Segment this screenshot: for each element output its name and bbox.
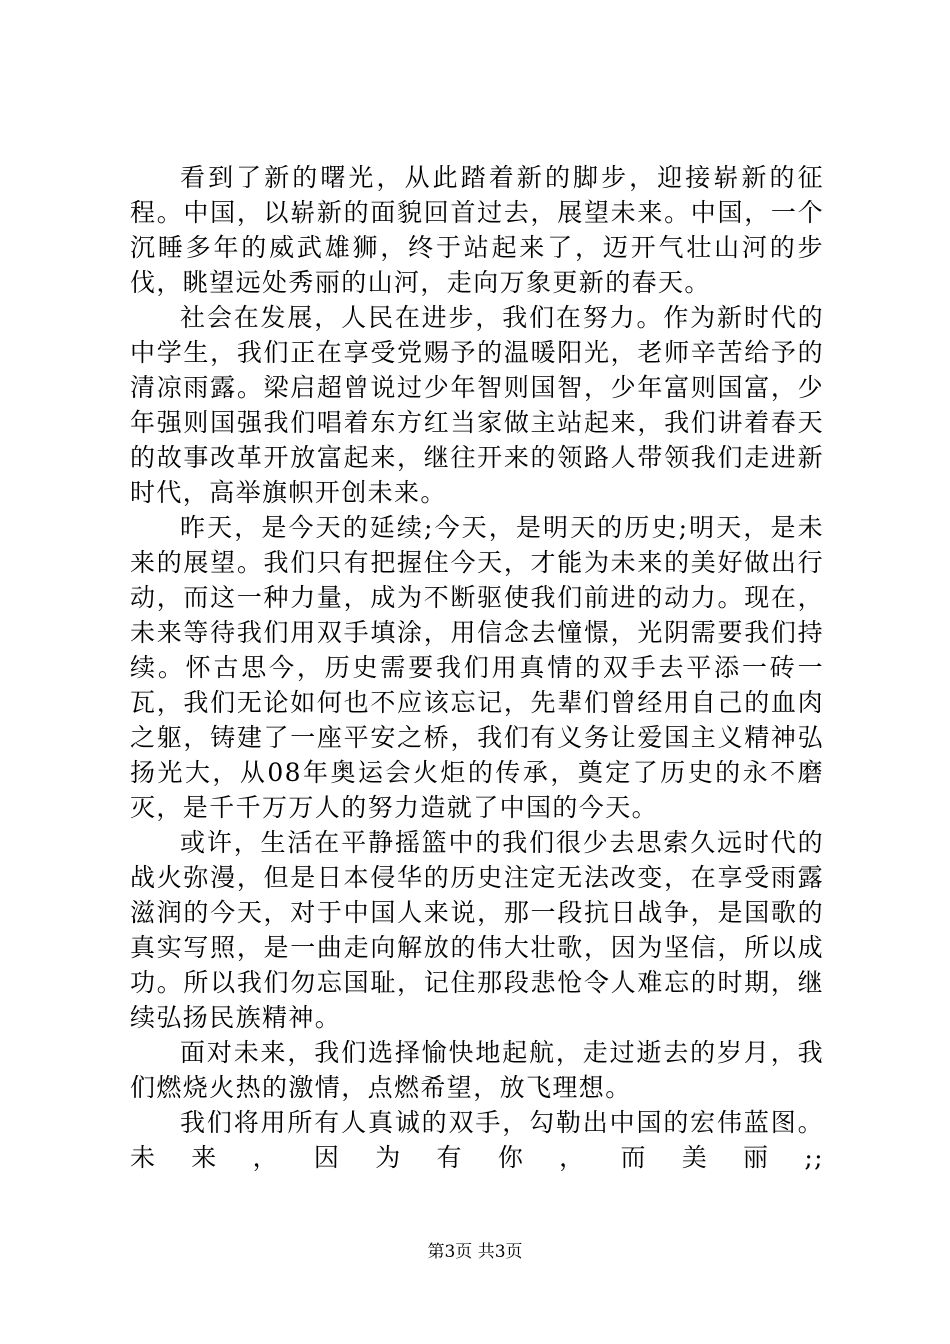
paragraph: 面对未来，我们选择愉快地起航，走过逝去的岁月，我们燃烧火热的激情，点燃希望，放飞理想。 — [130, 1038, 824, 1102]
page-number: 第3页 共3页 — [427, 1242, 523, 1262]
paragraph: 或许，生活在平静摇篮中的我们很少去思索久远时代的战火弥漫，但是日本侵华的历史注定无法改变，在享受雨露滋润的今天，对于中国人来说，那一段抗日战争，是国歌的真实写照，是一曲走向解放的伟大壮歌，因为坚信，所以成功。所以我们勿忘国耻，记住那段悲怆令人难忘的时期，继续弘扬民族精神。 — [130, 828, 824, 1032]
paragraph: 我们将用所有人真诚的双手，勾勒出中国的宏伟蓝图。未来，因为有你，而美丽;; — [130, 1108, 824, 1172]
document-body — [130, 160, 824, 1175]
paragraph: 昨天，是今天的延续;今天，是明天的历史;明天，是未来的展望。我们只有把握住今天，才能为未来的美好做出行动，而这一种力量，成为不断驱使我们前进的动力。现在，未来等待我们用双手填涂，用信念去憧憬，光阴需要我们持续。怀古思今，历史需要我们用真情的双手去平添一砖一瓦，我们无论如何也不应该忘记，先辈们曾经用自己的血肉之躯，铸建了一座平安之桥，我们有义务让爱国主义精神弘扬光大，从08年奥运会火炬的传承，奠定了历史的永不磨灭，是千千万万人的努力造就了中国的今天。 — [130, 513, 824, 822]
paragraph: 社会在发展，人民在进步，我们在努力。作为新时代的中学生，我们正在享受党赐予的温暖阳光，老师辛苦给予的清凉雨露。梁启超曾说过少年智则国智，少年富则国富，少年强则国强我们唱着东方红当家做主站起来，我们讲着春天的故事改革开放富起来，继往开来的领路人带领我们走进新时代，高举旗帜开创未来。 — [130, 303, 824, 507]
paragraph: 看到了新的曙光，从此踏着新的脚步，迎接崭新的征程。中国，以崭新的面貌回首过去，展望未来。中国，一个沉睡多年的威武雄狮，终于站起来了，迈开气壮山河的步伐，眺望远处秀丽的山河，走向万象更新的春天。 — [130, 163, 824, 297]
